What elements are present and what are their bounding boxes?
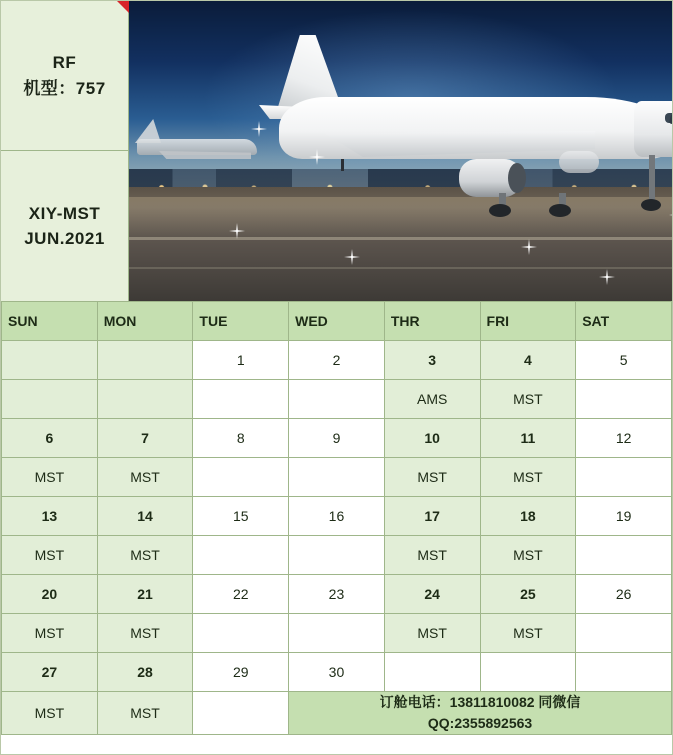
calendar-day-cell: 29 (193, 653, 289, 692)
calendar-code-cell: MST (384, 458, 480, 497)
calendar-code-cell: MST (97, 536, 193, 575)
apron-marking-line-2 (129, 267, 672, 269)
calendar-day-cell: 26 (576, 575, 672, 614)
engine-intake (508, 163, 526, 193)
weekday-header-row (2, 302, 672, 341)
aircraft-type: 机型：757 (23, 78, 106, 98)
calendar-day-cell (384, 653, 480, 692)
calendar-day-cell: 2 (289, 341, 385, 380)
calendar-notice-row (2, 692, 672, 735)
poster-header (1, 1, 672, 301)
calendar-code-cell (289, 380, 385, 419)
calendar-day-cell: 14 (97, 497, 193, 536)
calendar-code-cell (576, 614, 672, 653)
calendar-day-cell: 24 (384, 575, 480, 614)
carrier-aircraft-cell (1, 1, 128, 151)
calendar-code-cell: MST (2, 692, 98, 735)
calendar-day-cell: 15 (193, 497, 289, 536)
calendar-code-cell: MST (480, 380, 576, 419)
calendar-day-cell: 21 (97, 575, 193, 614)
calendar-code-cell (576, 536, 672, 575)
calendar-code-cell (2, 380, 98, 419)
calendar-day-cell: 3 (384, 341, 480, 380)
calendar-day-cell: 19 (576, 497, 672, 536)
calendar-day-cell: 10 (384, 419, 480, 458)
nose-gear-strut (649, 155, 655, 203)
calendar-day-row (2, 575, 672, 614)
calendar-day-cell: 7 (97, 419, 193, 458)
calendar-day-row (2, 497, 672, 536)
calendar-day-cell: 25 (480, 575, 576, 614)
weekday-header-thr: THR (384, 302, 480, 341)
calendar-day-cell: 11 (480, 419, 576, 458)
weekday-header-sun: SUN (2, 302, 98, 341)
calendar-code-cell (289, 614, 385, 653)
calendar-code-cell: AMS (384, 380, 480, 419)
calendar-day-cell: 22 (193, 575, 289, 614)
calendar-code-cell: MST (2, 536, 98, 575)
calendar-day-cell: 20 (2, 575, 98, 614)
calendar-day-cell: 30 (289, 653, 385, 692)
calendar-code-cell: MST (97, 692, 193, 735)
calendar-code-cell (289, 458, 385, 497)
route-label: XIY-MST (28, 203, 101, 223)
calendar-code-row (2, 614, 672, 653)
calendar-day-cell: 18 (480, 497, 576, 536)
route-month-cell (1, 151, 128, 301)
calendar-code-cell (576, 380, 672, 419)
main-aircraft-engine-far (559, 151, 599, 173)
booking-contact-notice (289, 692, 672, 735)
aircraft-photo (129, 1, 672, 301)
calendar-code-row (2, 380, 672, 419)
main-aircraft-nose (634, 101, 672, 157)
calendar-day-cell: 23 (289, 575, 385, 614)
calendar-code-cell: MST (384, 536, 480, 575)
calendar-code-cell: MST (2, 614, 98, 653)
flight-calendar (1, 301, 672, 735)
calendar-day-cell: 12 (576, 419, 672, 458)
nose-wheel (641, 199, 661, 211)
calendar-day-row (2, 653, 672, 692)
sparkle-icon-2 (309, 149, 325, 165)
calendar-code-cell (193, 536, 289, 575)
calendar-code-cell (289, 536, 385, 575)
calendar-day-cell: 6 (2, 419, 98, 458)
calendar-day-cell: 17 (384, 497, 480, 536)
red-corner-marker (117, 1, 129, 13)
calendar-day-cell: 4 (480, 341, 576, 380)
calendar-code-cell (576, 458, 672, 497)
calendar-code-cell (193, 380, 289, 419)
calendar-day-cell: 1 (193, 341, 289, 380)
calendar-day-cell: 8 (193, 419, 289, 458)
calendar-day-cell: 13 (2, 497, 98, 536)
calendar-day-cell (2, 341, 98, 380)
calendar-day-cell: 16 (289, 497, 385, 536)
calendar-code-cell: MST (97, 458, 193, 497)
weekday-header-tue: TUE (193, 302, 289, 341)
calendar-code-row (2, 536, 672, 575)
calendar-day-cell (480, 653, 576, 692)
calendar-day-cell (576, 653, 672, 692)
calendar-code-cell: MST (2, 458, 98, 497)
ground-light-sheen (129, 197, 672, 237)
booking-phone-line: 订舱电话：13811810082 同微信 (379, 694, 581, 710)
calendar-code-cell: MST (480, 458, 576, 497)
title-column (1, 1, 129, 301)
sparkle-icon-6 (599, 269, 615, 285)
calendar-day-cell: 5 (576, 341, 672, 380)
calendar-day-cell: 28 (97, 653, 193, 692)
weekday-header-wed: WED (289, 302, 385, 341)
sparkle-icon (251, 121, 267, 137)
calendar-code-cell: MST (384, 614, 480, 653)
calendar-day-row (2, 419, 672, 458)
carrier-code: RF (52, 53, 77, 72)
calendar-code-cell (193, 614, 289, 653)
calendar-code-cell (193, 692, 289, 735)
weekday-header-sat: SAT (576, 302, 672, 341)
month-label: JUN.2021 (24, 229, 105, 248)
main-wheel (489, 204, 511, 217)
calendar-day-row (2, 341, 672, 380)
calendar-code-cell (193, 458, 289, 497)
calendar-day-cell: 27 (2, 653, 98, 692)
main-wheel-2 (549, 204, 571, 217)
booking-qq-line: QQ:2355892563 (427, 715, 533, 731)
calendar-code-cell (97, 380, 193, 419)
sparkle-icon-5 (521, 239, 537, 255)
apron-marking-line (129, 237, 672, 240)
sparkle-icon-7 (669, 207, 672, 223)
weekday-header-fri: FRI (480, 302, 576, 341)
sparkle-icon-3 (229, 223, 245, 239)
weekday-header-mon: MON (97, 302, 193, 341)
calendar-code-cell: MST (480, 536, 576, 575)
calendar-code-row (2, 458, 672, 497)
calendar-code-cell: MST (97, 614, 193, 653)
calendar-day-cell (97, 341, 193, 380)
calendar-day-cell: 9 (289, 419, 385, 458)
sparkle-icon-4 (344, 249, 360, 265)
calendar-code-cell: MST (480, 614, 576, 653)
